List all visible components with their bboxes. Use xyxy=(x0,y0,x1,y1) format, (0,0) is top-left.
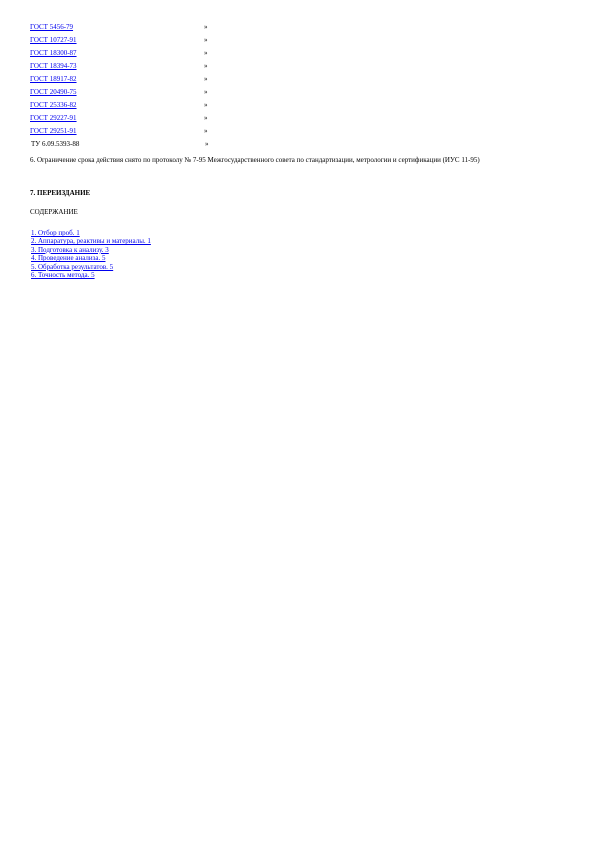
table-row xyxy=(30,124,225,137)
reference-link[interactable]: ГОСТ 5456-79 xyxy=(30,22,74,31)
reference-link[interactable]: ГОСТ 29227-91 xyxy=(30,113,77,122)
edition-heading: 7. ПЕРЕИЗДАНИЕ xyxy=(30,189,91,197)
table-row xyxy=(30,59,225,72)
toc-link[interactable]: 3. Подготовка к анализу. 3 xyxy=(31,245,109,254)
reference-item: » xyxy=(204,100,208,109)
table-of-contents xyxy=(31,229,151,279)
table-row xyxy=(30,20,225,33)
table-row xyxy=(30,33,225,46)
reference-link[interactable]: ГОСТ 18300-87 xyxy=(30,48,77,57)
reference-item: » xyxy=(204,113,208,122)
reference-item: » xyxy=(204,74,208,83)
table-row xyxy=(30,137,225,150)
toc-link[interactable]: 5. Обработка результатов. 5 xyxy=(31,262,114,271)
references-table xyxy=(30,20,225,150)
reference-item: » xyxy=(204,22,208,31)
table-row xyxy=(30,85,225,98)
note-paragraph: 6. Ограничение срока действия снято по протоколу № 7-95 Межгосударственного совета по стандартизации, метрологии и сертификации (ИУС 11-95) xyxy=(30,156,480,164)
reference-item: » xyxy=(204,48,208,57)
reference-link[interactable]: ГОСТ 10727-91 xyxy=(30,35,77,44)
reference-link[interactable]: ГОСТ 18917-82 xyxy=(30,74,77,83)
table-row xyxy=(30,72,225,85)
toc-link[interactable]: 4. Проведение анализа. 5 xyxy=(31,254,106,263)
table-row xyxy=(30,98,225,111)
reference-link[interactable]: ГОСТ 25336-82 xyxy=(30,100,77,109)
toc-link[interactable]: 6. Точность метода. 5 xyxy=(31,270,95,279)
reference-item: » xyxy=(204,35,208,44)
reference-item: » xyxy=(204,126,208,135)
reference-item: » xyxy=(204,87,208,96)
reference-link[interactable]: ГОСТ 29251-91 xyxy=(30,126,77,135)
toc-link[interactable]: 1. Отбор проб. 1 xyxy=(31,229,80,237)
table-row xyxy=(30,111,225,124)
toc-title: СОДЕРЖАНИЕ xyxy=(30,208,78,216)
table-row xyxy=(30,46,225,59)
reference-text: ТУ 6.09.5393-88 xyxy=(31,139,80,148)
reference-item: » xyxy=(204,61,208,70)
reference-link[interactable]: ГОСТ 20490-75 xyxy=(30,87,77,96)
reference-link[interactable]: ГОСТ 18394-73 xyxy=(30,61,77,70)
toc-link[interactable]: 2. Аппаратура, реактивы и материалы. 1 xyxy=(31,237,151,246)
reference-item: » xyxy=(205,139,209,148)
